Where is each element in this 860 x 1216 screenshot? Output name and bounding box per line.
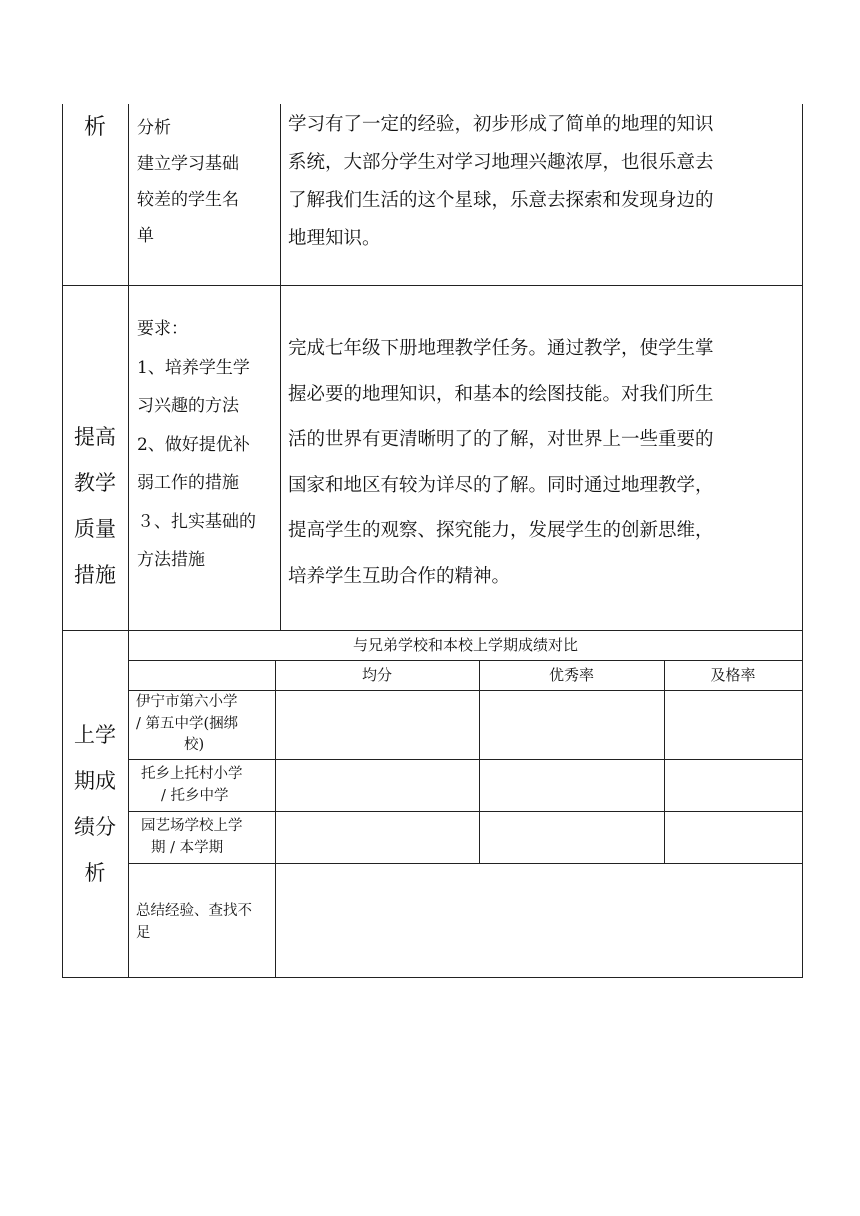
label-column-divider [128,104,129,978]
column-header-excellent-rate: 优秀率 [548,666,594,684]
section1-content-line: 了解我们生活的这个星球，乐意去探索和发现身边的 [288,190,714,211]
section1-content-text [288,106,714,258]
section2-label-line: 教学 [74,471,116,495]
section2-middle-line: 2、做好提优补 [137,434,250,455]
section2-middle-line: 要求： [137,319,188,339]
section1-label: 析 [83,115,106,140]
section1-content-line: 地理知识。 [288,228,381,249]
table-title-bottom-border [128,660,803,661]
table-row-school-name [141,763,243,807]
school-name-line: 校) [184,737,205,753]
section2-content-text [288,326,714,599]
table-header-bottom-border [128,690,803,691]
section2-content-line: 提高学生的观察、探究能力，发展学生的创新思维， [288,520,714,541]
table-col2-divider [479,660,480,864]
section1-middle-text [137,110,239,254]
section2-content-line: 完成七年级下册地理教学任务。通过教学，使学生掌 [288,338,714,359]
summary-row-label [136,900,252,944]
table-border-right [802,104,803,978]
section2-middle-line: 习兴趣的方法 [137,396,239,416]
table-col1-divider [275,660,276,978]
section3-label-line: 绩分 [74,815,116,839]
section1-middle-line: 单 [137,226,154,246]
section1-middle-line: 建立学习基础 [137,154,239,174]
section2-label-line: 提高 [74,425,116,449]
section2-middle-text [137,310,256,580]
section1-middle-line: 较差的学生名 [137,190,239,210]
comparison-table-title: 与兄弟学校和本校上学期成绩对比 [352,636,578,654]
school-name-line: / 托乡中学 [161,788,229,804]
section2-label [62,414,128,598]
table-col3-divider [664,660,665,864]
section2-content-line: 培养学生互助合作的精神。 [288,565,511,587]
table-row-school-name [141,815,243,859]
section3-label [62,712,128,896]
school-name-line: 伊宁市第六小学 [136,694,238,710]
section2-label-line: 质量 [74,517,116,541]
section1-content-line: 系统，大部分学生对学习地理兴趣浓厚，也很乐意去 [288,152,714,173]
column-header-average: 均分 [361,666,392,684]
section3-label-line: 上学 [74,723,116,747]
school-name-line: 托乡上托村小学 [141,766,243,782]
middle-column-divider [280,104,281,630]
section2-label-line: 措施 [74,563,116,587]
section1-content-line: 学习有了一定的经验，初步形成了简单的地理的知识 [288,114,714,135]
summary-label-line: 总结经验、查找不 [136,903,252,919]
table-row3-bottom-border [128,863,803,864]
school-name-line: / 第五中学(捆绑 [136,715,239,732]
section2-middle-line: 1、培养学生学 [137,357,250,378]
school-name-line: 园艺场学校上学 [141,818,243,834]
column-header-pass-rate: 及格率 [710,666,756,684]
section2-content-line: 握必要的地理知识，和基本的绘图技能。对我们所生 [288,383,714,405]
section2-middle-line: 方法措施 [137,550,205,570]
table-row-school-name [136,692,238,757]
table-row2-bottom-border [128,811,803,812]
section2-middle-line: 弱工作的措施 [137,473,239,493]
table-row1-bottom-border [128,759,803,760]
summary-label-line: 足 [136,925,151,941]
section3-label-line: 析 [84,861,106,885]
section3-label-line: 期成 [74,769,116,793]
section1-middle-line: 分析 [137,118,171,138]
section1-bottom-border [62,285,803,286]
section2-bottom-border [62,630,803,631]
section2-middle-line: ３、扎实基础的 [137,511,256,532]
school-name-line: 期 / 本学期 [151,840,224,856]
table-bottom-border [62,977,803,978]
section2-content-line: 活的世界有更清晰明了的了解，对世界上一些重要的 [288,429,714,450]
section2-content-line: 国家和地区有较为详尽的了解。同时通过地理教学， [288,474,714,496]
